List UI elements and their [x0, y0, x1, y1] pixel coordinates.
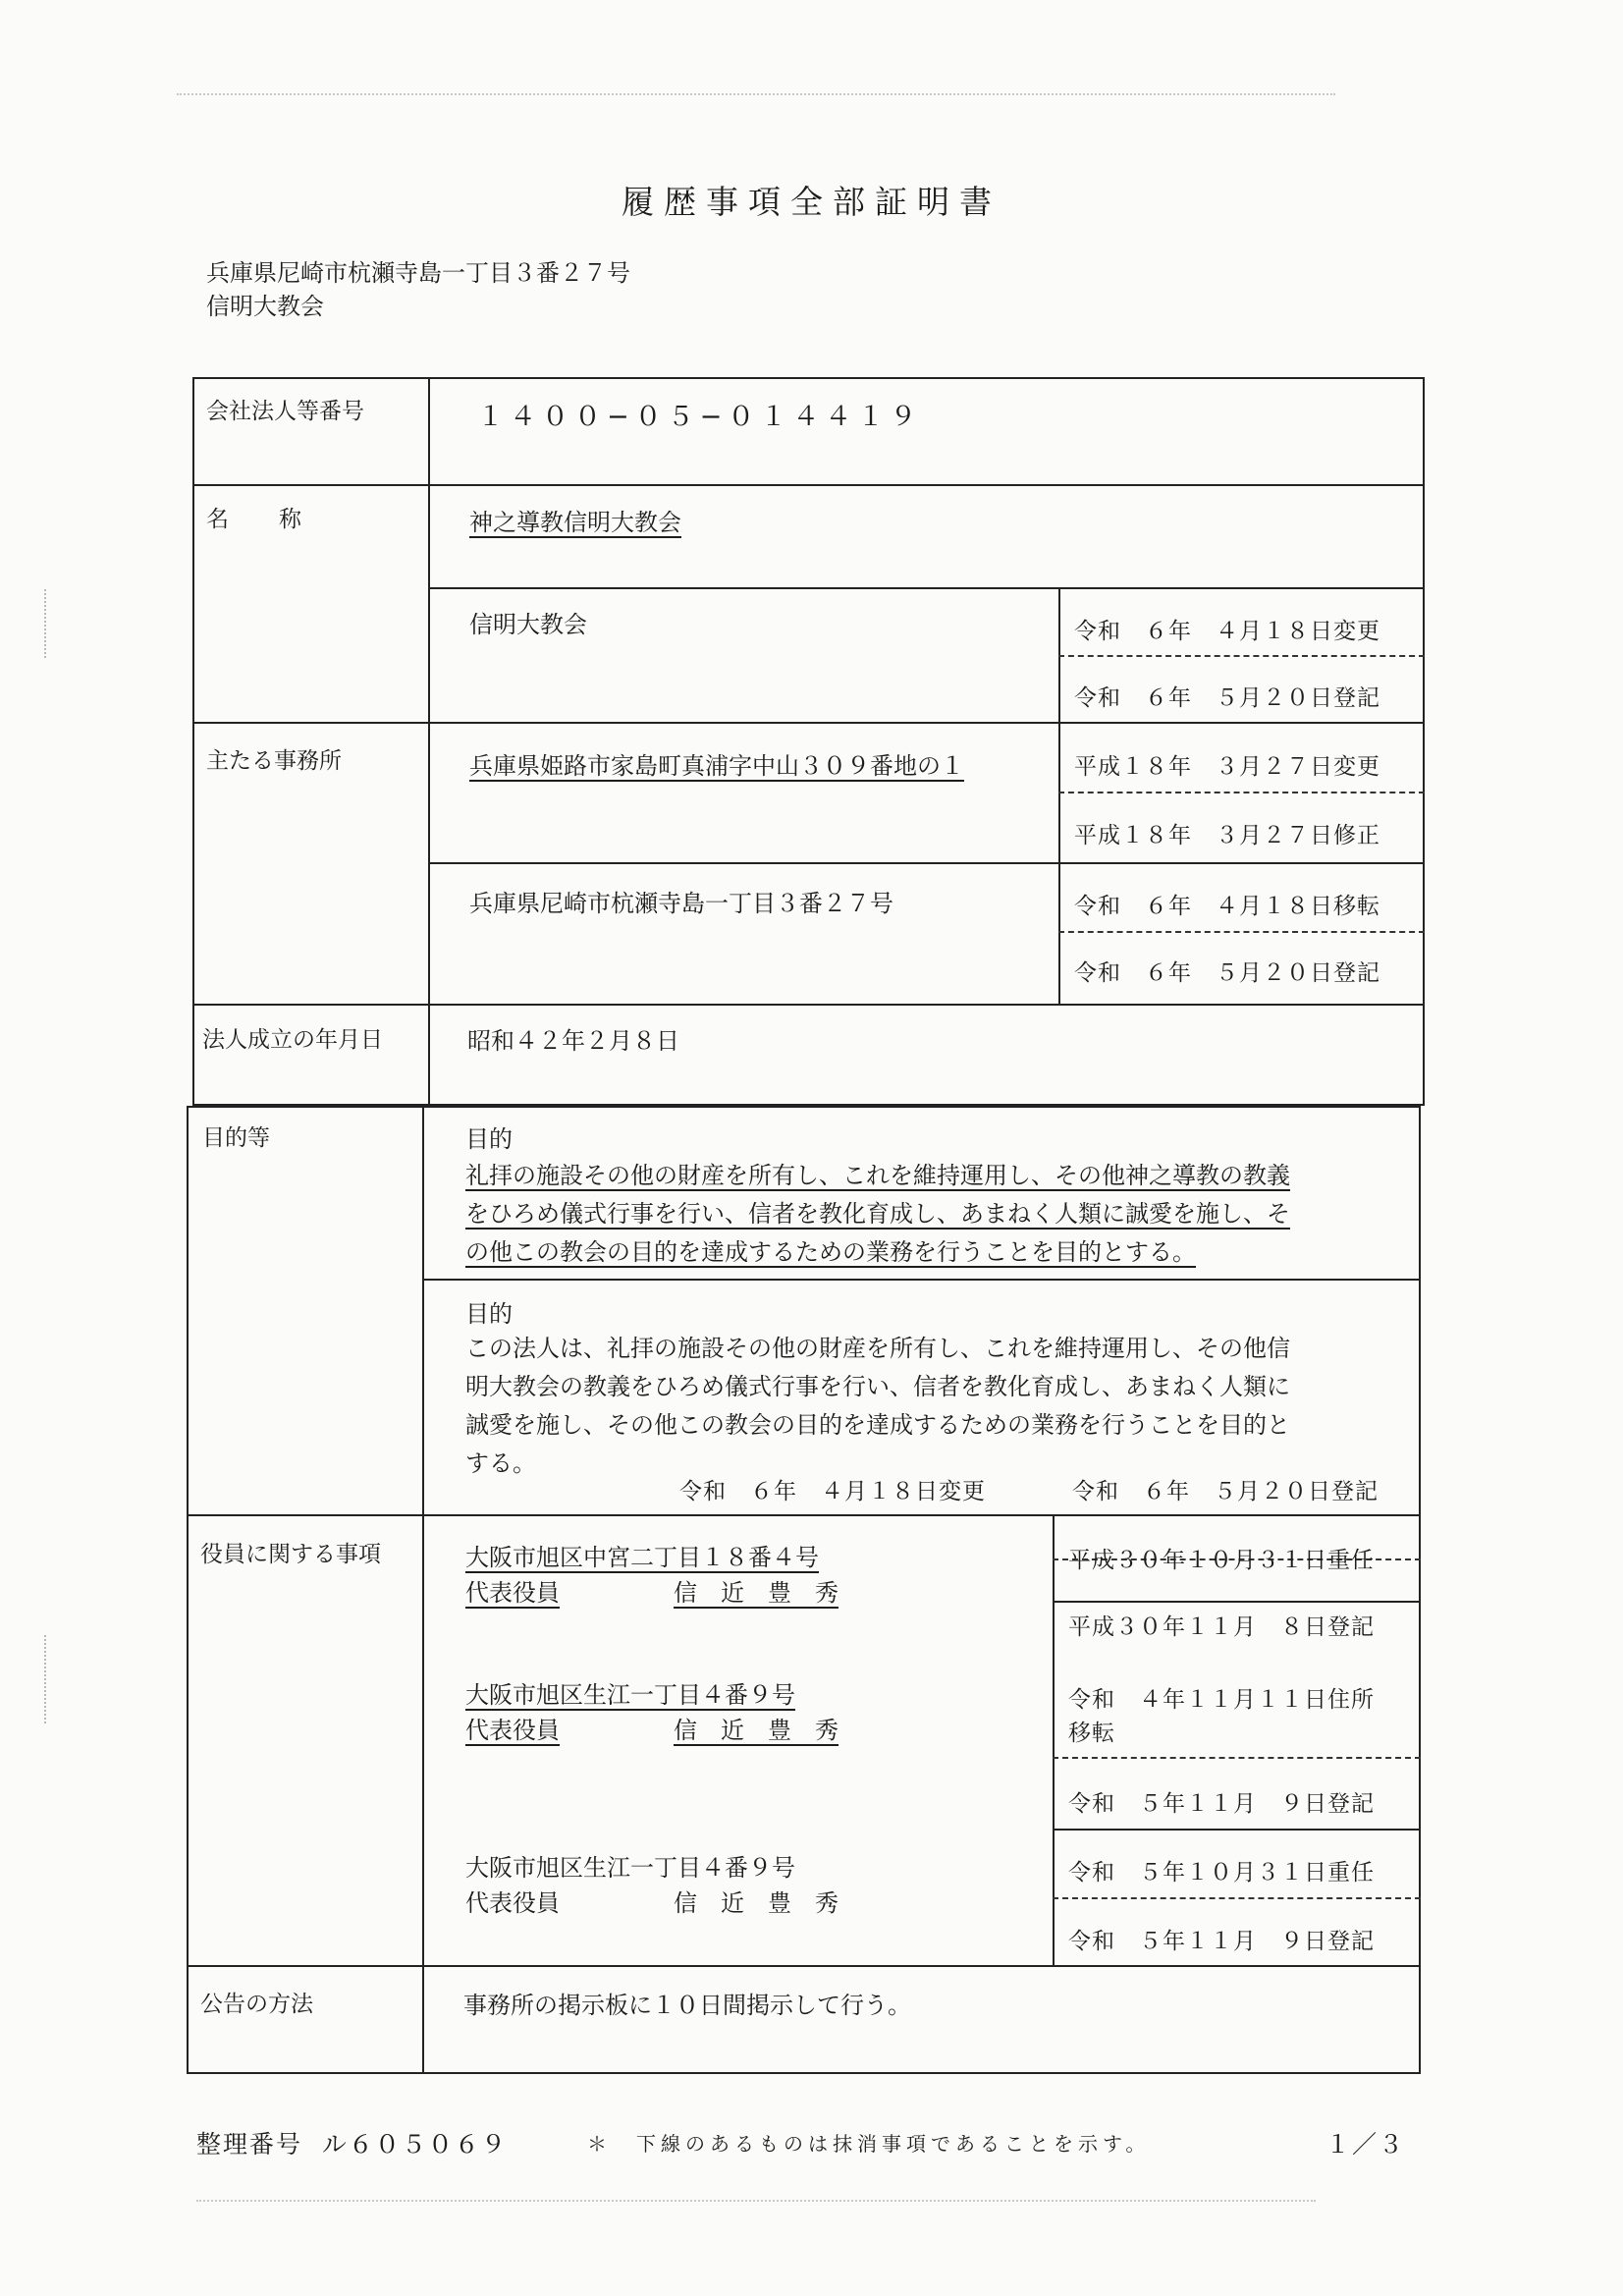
officer-date-sep-1 [1053, 1601, 1421, 1603]
established-label: 法人成立の年月日 [202, 1027, 383, 1053]
notice-value: 事務所の掲示板に１０日間掲示して行う。 [463, 1992, 911, 2019]
footer-ref-number: ル６０５０６９ [321, 2130, 508, 2159]
officer-date-3-cont: 移転 [1068, 1721, 1115, 1746]
purpose-old-line-2: をひろめ儀式行事を行い、信者を教化育成し、あまねく人類に誠愛を施し、そ [465, 1200, 1290, 1228]
header-address: 兵庫県尼崎市杭瀬寺島一丁目３番２７号 [206, 259, 630, 287]
officer-date-2: 平成３０年１１月 ８日登記 [1068, 1614, 1375, 1640]
officer-date-dash-2 [1053, 1757, 1421, 1759]
established-value: 昭和４２年２月８日 [467, 1027, 679, 1055]
purpose-old-line-3: の他この教会の目的を達成するための業務を行うことを目的とする。 [465, 1238, 1196, 1266]
scan-artifact-left-1 [44, 589, 46, 658]
officer-date-sep-2 [1053, 1829, 1421, 1831]
purpose-label: 目的等 [202, 1125, 270, 1151]
officer-1-role: 代表役員 [465, 1579, 560, 1607]
officer-2-role: 代表役員 [465, 1717, 560, 1744]
scan-artifact-left-2 [44, 1635, 46, 1723]
row-sep-3 [192, 1004, 1425, 1006]
purpose-date-changed: 令和 ６年 ４月１８日変更 [679, 1479, 986, 1504]
office-date-dash-1 [1058, 792, 1425, 793]
officers-label: 役員に関する事項 [200, 1542, 381, 1567]
name-date-changed: 令和 ６年 ４月１８日変更 [1074, 619, 1380, 644]
office-date-moved: 令和 ６年 ４月１８日移転 [1074, 894, 1380, 919]
office-date-divider [1058, 722, 1060, 1004]
scan-artifact-bottom [196, 2200, 1316, 2202]
office-date-dash-2 [1058, 931, 1425, 933]
label-divider-bottom [422, 1106, 424, 2074]
purpose-new-line-2: 明大教会の教義をひろめ儀式行事を行い、信者を教化育成し、あまねく人類に [465, 1373, 1290, 1400]
officer-date-3: 令和 ４年１１月１１日住所 [1068, 1687, 1375, 1713]
header-name: 信明大教会 [206, 293, 324, 320]
table-border-top [192, 377, 1425, 1106]
page-number: １／３ [1325, 2130, 1406, 2159]
footer-reference [196, 2125, 508, 2160]
notice-label: 公告の方法 [200, 1992, 313, 2017]
scan-artifact-top [177, 93, 1335, 95]
officer-1-address: 大阪市旭区中宮二丁目１８番４号 [465, 1544, 819, 1571]
name-date-registered: 令和 ６年 ５月２０日登記 [1074, 685, 1380, 711]
purpose-old-heading: 目的 [465, 1125, 513, 1153]
name-date-dash [1058, 655, 1425, 657]
officer-date-5: 令和 ５年１０月３１日重任 [1068, 1860, 1375, 1886]
officer-3-role: 代表役員 [465, 1889, 560, 1917]
office-current: 兵庫県尼崎市杭瀬寺島一丁目３番２７号 [469, 890, 893, 917]
corp-number-label: 会社法人等番号 [206, 399, 364, 424]
officer-date-4: 令和 ５年１１月 ９日登記 [1068, 1791, 1375, 1817]
officer-date-6: 令和 ５年１１月 ９日登記 [1068, 1929, 1375, 1954]
office-old-date-changed: 平成１８年 ３月２７日変更 [1074, 754, 1380, 780]
office-date-registered: 令和 ６年 ５月２０日登記 [1074, 960, 1380, 986]
name-sub-sep [428, 587, 1425, 589]
row-sep-6 [187, 1965, 1421, 1967]
officer-2-address: 大阪市旭区生江一丁目４番９号 [465, 1681, 795, 1709]
footer-note: ＊ 下線のあるものは抹消事項であることを示す。 [587, 2132, 1151, 2156]
office-old: 兵庫県姫路市家島町真浦字中山３０９番地の１ [469, 752, 964, 780]
name-old: 神之導教信明大教会 [469, 509, 681, 536]
officer-date-dash-3 [1053, 1897, 1421, 1899]
row-sep-1 [192, 484, 1425, 486]
document-title: 履歴事項全部証明書 [622, 183, 1001, 221]
officer-2-name: 信 近 豊 秀 [674, 1717, 839, 1744]
officer-1-name: 信 近 豊 秀 [674, 1579, 839, 1607]
office-sub-sep [428, 862, 1425, 864]
name-label: 名 称 [206, 507, 315, 532]
purpose-new-line-1: この法人は、礼拝の施設その他の財産を所有し、これを維持運用し、その他信 [465, 1335, 1290, 1362]
officer-date-1: 平成３０年１０月３１日重任 [1068, 1548, 1375, 1573]
label-divider-top [428, 377, 430, 1106]
officer-3-address: 大阪市旭区生江一丁目４番９号 [465, 1854, 795, 1882]
officer-3-name: 信 近 豊 秀 [674, 1889, 839, 1917]
name-current: 信明大教会 [469, 611, 587, 638]
purpose-new-line-3: 誠愛を施し、その他この教会の目的を達成するための業務を行うことを目的と [465, 1411, 1290, 1439]
office-label: 主たる事務所 [206, 748, 342, 774]
purpose-new-heading: 目的 [465, 1300, 513, 1328]
purpose-old-line-1: 礼拝の施設その他の財産を所有し、これを維持運用し、その他神之導教の教義 [465, 1162, 1290, 1189]
row-sep-2 [192, 722, 1425, 724]
row-sep-5 [187, 1514, 1421, 1516]
purpose-sub-sep [422, 1279, 1421, 1281]
corp-number-value: １４００−０５−０１４４１９ [477, 402, 923, 432]
footer-ref-label: 整理番号 [196, 2130, 303, 2159]
purpose-date-registered: 令和 ６年 ５月２０日登記 [1072, 1479, 1379, 1504]
office-old-date-corrected: 平成１８年 ３月２７日修正 [1074, 823, 1380, 848]
purpose-new-line-4: する。 [465, 1449, 536, 1477]
